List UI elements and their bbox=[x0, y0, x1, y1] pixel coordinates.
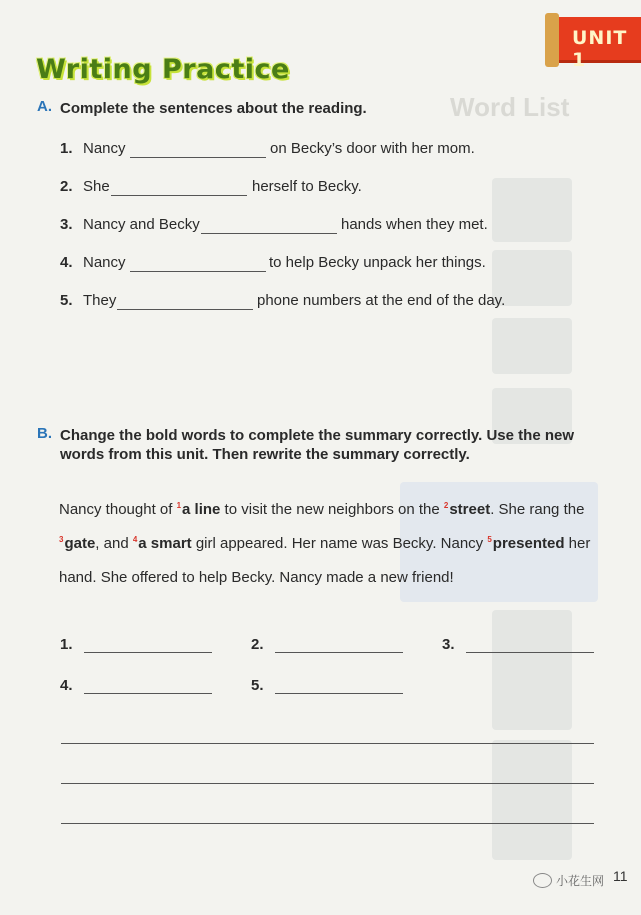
sentence-start: They bbox=[83, 292, 117, 309]
item-number: 4. bbox=[60, 254, 73, 271]
answer-number: 5. bbox=[251, 677, 264, 694]
summary-text: her bbox=[564, 535, 591, 552]
summary-marker: 3 bbox=[59, 535, 64, 544]
show-through-image bbox=[492, 740, 572, 860]
summary-marker: 4 bbox=[132, 535, 138, 544]
section-a-instruction: Complete the sentences about the reading. bbox=[60, 100, 367, 117]
answer-number: 2. bbox=[251, 636, 264, 653]
bold-word: a smart bbox=[138, 535, 192, 552]
sentence-start: She bbox=[83, 178, 110, 195]
sentence-end: to help Becky unpack her things. bbox=[269, 254, 486, 271]
summary-line-2 bbox=[59, 535, 590, 552]
answer-line-5[interactable] bbox=[275, 692, 403, 694]
show-through-image bbox=[492, 178, 572, 242]
bold-word: presented bbox=[492, 535, 565, 552]
answer-line-2[interactable] bbox=[275, 651, 403, 653]
bold-word: a line bbox=[182, 501, 221, 518]
item-number: 5. bbox=[60, 292, 73, 309]
answer-number: 4. bbox=[60, 677, 73, 694]
section-b-instruction-line-1: Change the bold words to complete the summary correctly. Use the new bbox=[60, 427, 574, 444]
item-number: 2. bbox=[60, 178, 73, 195]
item-number: 1. bbox=[60, 140, 73, 157]
page-number: 11 bbox=[613, 868, 628, 884]
show-through-image bbox=[492, 318, 572, 374]
summary-marker: 5 bbox=[487, 535, 492, 544]
sentence-end: herself to Becky. bbox=[252, 178, 362, 195]
answer-blank[interactable] bbox=[130, 270, 266, 272]
rewrite-line-3[interactable] bbox=[61, 822, 594, 824]
sentence-end: on Becky’s door with her mom. bbox=[270, 140, 475, 157]
wechat-icon bbox=[533, 873, 552, 888]
answer-line-3[interactable] bbox=[466, 651, 594, 653]
sentence-start: Nancy and Becky bbox=[83, 216, 200, 233]
summary-text: , and bbox=[95, 535, 133, 552]
section-b-instruction-line-2: words from this unit. Then rewrite the summary correctly. bbox=[60, 446, 470, 463]
summary-text: to visit the new neighbors on the bbox=[220, 501, 444, 518]
unit-label: UNIT 1 bbox=[572, 27, 628, 71]
sentence-start: Nancy bbox=[83, 254, 126, 271]
rewrite-line-1[interactable] bbox=[61, 742, 594, 744]
page-title: Writing Practice bbox=[36, 54, 290, 85]
answer-blank[interactable] bbox=[111, 194, 247, 196]
section-b-letter: B. bbox=[37, 425, 52, 442]
answer-line-1[interactable] bbox=[84, 651, 212, 653]
section-a-letter: A. bbox=[37, 98, 52, 115]
answer-number: 3. bbox=[442, 636, 455, 653]
answer-blank[interactable] bbox=[130, 156, 266, 158]
show-through-text: Word List bbox=[450, 92, 570, 122]
show-through-image bbox=[492, 610, 572, 730]
summary-marker: 1 bbox=[176, 501, 182, 510]
watermark-text: 小花生网 bbox=[556, 874, 605, 888]
sentence-start: Nancy bbox=[83, 140, 126, 157]
answer-blank[interactable] bbox=[117, 308, 253, 310]
summary-line-1 bbox=[59, 501, 584, 518]
summary-text: girl appeared. Her name was Becky. Nancy bbox=[191, 535, 488, 552]
answer-blank[interactable] bbox=[201, 232, 337, 234]
summary-marker: 2 bbox=[443, 501, 449, 510]
unit-tab bbox=[552, 17, 641, 71]
summary-line-3: hand. She offered to help Becky. Nancy made a new friend! bbox=[59, 569, 454, 586]
answer-number: 1. bbox=[60, 636, 73, 653]
sentence-end: phone numbers at the end of the day. bbox=[257, 292, 506, 309]
bold-word: street bbox=[449, 501, 491, 518]
item-number: 3. bbox=[60, 216, 73, 233]
answer-line-4[interactable] bbox=[84, 692, 212, 694]
summary-text: . She rang the bbox=[490, 501, 585, 518]
rewrite-line-2[interactable] bbox=[61, 782, 594, 784]
bold-word: gate bbox=[64, 535, 96, 552]
sentence-end: hands when they met. bbox=[341, 216, 488, 233]
summary-text: Nancy thought of bbox=[59, 501, 177, 518]
